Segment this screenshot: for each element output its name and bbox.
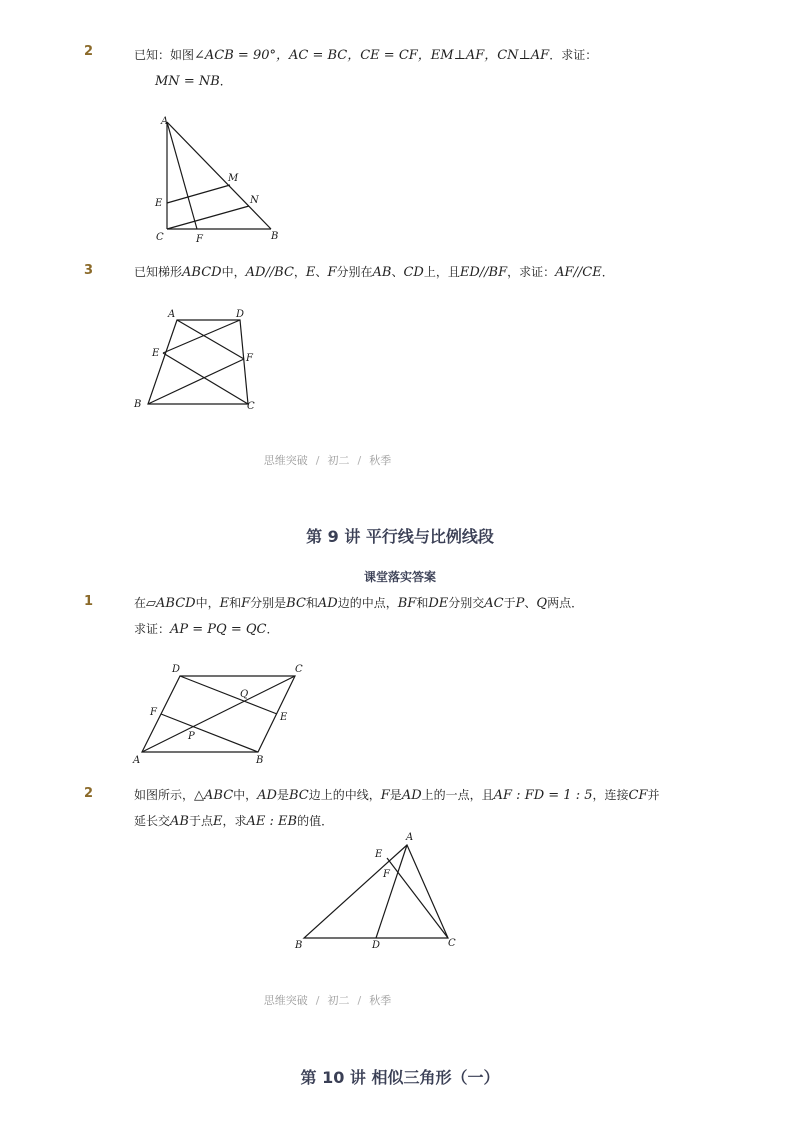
footer-text: 初二 — [327, 994, 350, 1007]
page-footer — [0, 992, 655, 1008]
problem-text-line — [134, 44, 597, 63]
segment-af — [177, 320, 244, 359]
math-expression: P — [515, 596, 525, 611]
point-label: F — [246, 353, 253, 364]
geometry-figure-trapezoid — [130, 305, 270, 415]
footer-separator: / — [357, 454, 362, 467]
problem-text: 并 — [647, 788, 660, 802]
problem-text-line — [134, 594, 583, 611]
problem-text: ． — [219, 74, 232, 88]
point-label: A — [133, 755, 141, 766]
math-expression: MN = NB — [155, 74, 220, 89]
problem-text: 边的中点， — [337, 596, 398, 610]
problem-text: 、 — [391, 265, 404, 279]
problem-text: 中， — [233, 788, 258, 802]
problem-text-line — [134, 263, 614, 280]
problem-number: 1 — [84, 594, 94, 609]
problem-text: 于点 — [188, 814, 213, 828]
problem-text: ．求证： — [549, 48, 598, 62]
geometry-figure-right-triangle — [150, 112, 290, 247]
problem-text: 和 — [305, 596, 318, 610]
point-label: P — [188, 731, 195, 742]
problem-text: 分别交 — [448, 596, 485, 610]
math-expression: ∠ACB = 90°，AC = BC，CE = CF，EM⊥AF，CN⊥AF — [194, 48, 550, 63]
math-expression: AB — [170, 814, 189, 829]
problem-text: 分别在 — [336, 265, 373, 279]
math-expression: AD — [401, 788, 422, 803]
problem-number: 2 — [84, 786, 94, 801]
point-label: B — [295, 940, 303, 951]
problem-text: 、 — [524, 596, 537, 610]
problem-text: 如图所示， — [134, 788, 195, 802]
segment-fb — [148, 359, 244, 404]
math-expression: BC — [289, 788, 309, 803]
problem-text: 在 — [134, 596, 147, 610]
problem-text: 求证： — [134, 622, 171, 636]
problem-text: ． — [266, 622, 279, 636]
point-label: E — [152, 348, 160, 359]
footer-text: 思维突破 — [263, 994, 308, 1007]
lecture-title: 第 10 讲 相似三角形（一） — [300, 1068, 500, 1087]
math-expression: F — [380, 788, 390, 803]
segment-de — [163, 320, 240, 353]
geometry-figure-parallelogram — [130, 660, 315, 770]
problem-text: ，连接 — [592, 788, 629, 802]
point-label: A — [161, 116, 169, 127]
math-expression: E — [305, 265, 316, 280]
segment-ac — [142, 676, 295, 752]
math-expression: CF — [628, 788, 648, 803]
point-label: F — [196, 234, 203, 245]
math-expression: AD//BC — [245, 265, 294, 280]
footer-separator: / — [315, 454, 320, 467]
footer-separator: / — [315, 994, 320, 1007]
problem-text: 于 — [503, 596, 516, 610]
problem-text: ，求证： — [507, 265, 556, 279]
point-label: E — [375, 849, 383, 860]
point-label: A — [168, 309, 176, 320]
segment-em — [167, 185, 230, 203]
point-label: B — [256, 755, 264, 766]
problem-text: 是 — [389, 788, 402, 802]
math-expression: AE : EB — [246, 814, 298, 829]
problem-text: 中， — [221, 265, 246, 279]
problem-text: 和 — [229, 596, 242, 610]
math-expression: AD — [257, 788, 277, 803]
segment-cn — [167, 206, 249, 229]
math-expression: F — [327, 265, 337, 280]
segment-de — [180, 676, 277, 714]
math-expression: E — [212, 814, 223, 829]
section-title: 课堂落实答案 — [363, 570, 436, 584]
lecture-title: 第 9 讲 平行线与比例线段 — [306, 527, 494, 546]
math-expression: BC — [286, 596, 306, 611]
math-expression: E — [219, 596, 230, 611]
point-label: B — [271, 231, 279, 242]
problem-number: 2 — [84, 44, 94, 59]
math-expression: F — [241, 596, 251, 611]
segment-fb — [161, 714, 258, 752]
problem-text-line — [155, 72, 232, 89]
point-label: C — [247, 401, 255, 412]
problem-text: 的值． — [297, 814, 334, 828]
point-label: B — [134, 399, 142, 410]
problem-text: 已知：如图 — [134, 48, 195, 62]
page-footer — [0, 452, 655, 468]
geometry-figure-triangle — [290, 828, 470, 953]
math-expression: AP = PQ = QC — [170, 622, 267, 637]
point-label: C — [295, 664, 303, 675]
problem-text: 边上的中线， — [308, 788, 381, 802]
problem-text: ， — [293, 265, 306, 279]
problem-text: 上的一点，且 — [421, 788, 494, 802]
problem-text: 中， — [195, 596, 220, 610]
point-label: Q — [240, 689, 249, 700]
problem-text: 延长交 — [134, 814, 171, 828]
problem-text: 已知梯形 — [134, 265, 183, 279]
math-expression: ABCD — [182, 265, 222, 280]
math-expression: AD — [317, 596, 338, 611]
point-label: F — [383, 869, 390, 880]
problem-text: 上，且 — [423, 265, 460, 279]
point-label: A — [406, 832, 414, 843]
math-expression: CD — [403, 265, 424, 280]
math-expression: ▱ABCD — [146, 596, 196, 611]
point-label: D — [236, 309, 245, 320]
problem-text: 和 — [416, 596, 429, 610]
problem-text-line — [134, 812, 333, 829]
problem-text: 是 — [276, 788, 289, 802]
math-expression: △ABC — [194, 788, 234, 803]
math-expression: BF — [397, 596, 417, 611]
point-label: C — [448, 938, 456, 949]
footer-separator: / — [357, 994, 362, 1007]
math-expression: DE — [428, 596, 449, 611]
problem-text: 分别是 — [250, 596, 287, 610]
math-expression: Q — [536, 596, 548, 611]
footer-text: 思维突破 — [263, 454, 308, 467]
point-label: N — [250, 195, 259, 206]
footer-text: 初二 — [327, 454, 350, 467]
math-expression: ED//BF — [459, 265, 508, 280]
math-expression: AF : FD = 1 : 5 — [493, 788, 593, 803]
problem-text: 两点． — [547, 596, 584, 610]
footer-text: 秋季 — [369, 994, 392, 1007]
math-expression: AF//CE — [555, 265, 602, 280]
problem-text: ． — [601, 265, 614, 279]
point-label: F — [150, 707, 157, 718]
point-label: D — [172, 664, 181, 675]
point-label: M — [228, 173, 239, 184]
math-expression: AC — [484, 596, 504, 611]
problem-text-line — [134, 620, 279, 637]
problem-text: ，求 — [222, 814, 247, 828]
math-expression: AB — [372, 265, 392, 280]
problem-text-line — [134, 786, 659, 803]
segment-ec — [163, 353, 248, 404]
problem-text: 、 — [315, 265, 328, 279]
problem-number: 3 — [84, 263, 94, 278]
point-label: C — [156, 232, 164, 243]
footer-text: 秋季 — [369, 454, 392, 467]
point-label: E — [155, 198, 163, 209]
point-label: E — [280, 712, 288, 723]
point-label: D — [372, 940, 381, 951]
